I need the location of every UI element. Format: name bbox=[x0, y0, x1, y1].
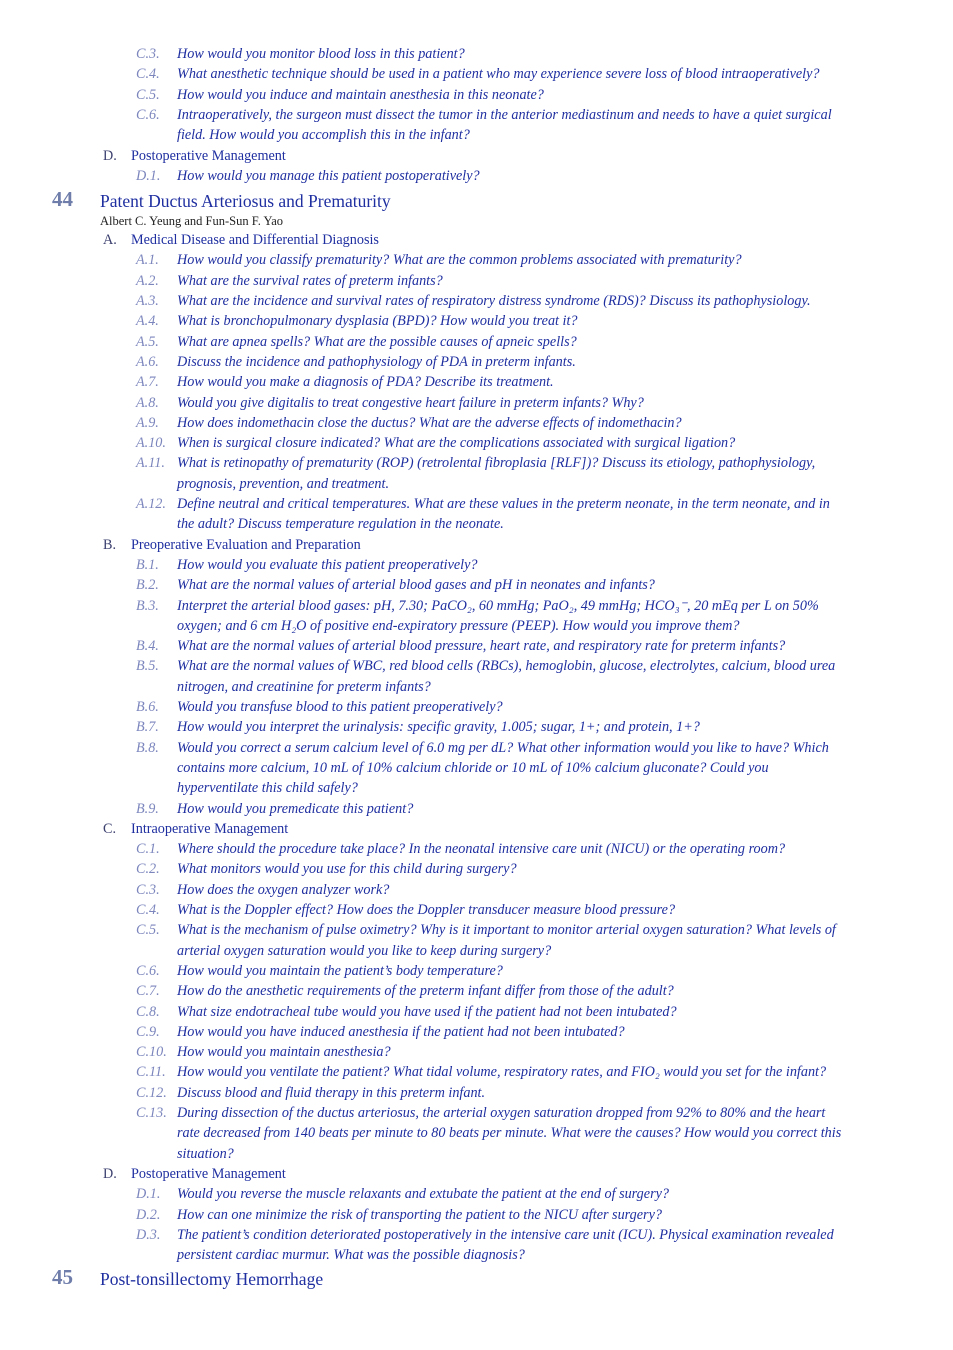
question-text: Would you reverse the muscle relaxants and extubate the patient at the end of surgery? bbox=[177, 1186, 669, 1203]
question-text: Where should the procedure take place? In the neonatal intensive care unit (NICU) or the operating room? bbox=[177, 841, 786, 858]
question-text: What are the normal values of arterial blood pressure, heart rate, and respiratory rate for preterm infants? bbox=[177, 638, 786, 655]
question-number: D.1. bbox=[136, 1186, 161, 1203]
question-text: Would you correct a serum calcium level of 6.0 mg per dL? What other information would you like to have? Which bbox=[177, 739, 829, 756]
question-number: C.3. bbox=[136, 881, 160, 898]
question-number: A.11. bbox=[136, 455, 165, 472]
section-title: Medical Disease and Differential Diagnosis bbox=[131, 232, 379, 249]
question-number: C.6. bbox=[136, 106, 160, 123]
section-title: Postoperative Management bbox=[131, 147, 286, 164]
question-text: How would you premedicate this patient? bbox=[177, 800, 414, 817]
question-number: C.2. bbox=[136, 861, 160, 878]
question-text: the adult? Discuss temperature regulation in the neonate. bbox=[177, 516, 504, 533]
question-number: C.5. bbox=[136, 86, 160, 103]
question-number: C.7. bbox=[136, 983, 160, 1000]
question-text: How would you monitor blood loss in this patient? bbox=[177, 46, 465, 62]
question-number: B.4. bbox=[136, 638, 159, 655]
question-number: A.8. bbox=[136, 394, 159, 411]
question-number: B.2. bbox=[136, 577, 159, 594]
section-letter: D. bbox=[103, 147, 117, 164]
question-number: A.9. bbox=[136, 414, 159, 431]
question-number: B.9. bbox=[136, 800, 159, 817]
section-letter: C. bbox=[103, 820, 117, 837]
question-number: A.2. bbox=[136, 272, 159, 289]
question-number: C.10. bbox=[136, 1044, 167, 1061]
question-number: B.7. bbox=[136, 719, 159, 736]
section-title: Intraoperative Management bbox=[131, 820, 289, 837]
question-text: What is bronchopulmonary dysplasia (BPD)? How would you treat it? bbox=[177, 313, 578, 330]
question-number: D.2. bbox=[136, 1206, 161, 1223]
chapter-number: 45 bbox=[52, 1265, 73, 1290]
question-number: C.5. bbox=[136, 922, 160, 939]
question-text: Would you give digitalis to treat congestive heart failure in preterm infants? Why? bbox=[177, 394, 644, 411]
question-text: What monitors would you use for this child during surgery? bbox=[177, 861, 517, 878]
question-number: B.1. bbox=[136, 556, 159, 573]
question-text: Define neutral and critical temperatures. What are these values in the preterm neonate, in the term neonate, and in bbox=[177, 496, 830, 512]
question-text: How would you ventilate the patient? What tidal volume, respiratory rates, and FIO₂ would you set for the infant? bbox=[177, 1064, 827, 1081]
question-number: D.1. bbox=[136, 167, 161, 184]
chapter-number: 44 bbox=[52, 187, 73, 212]
question-text: How do the anesthetic requirements of the preterm infant differ from those of the adult? bbox=[177, 983, 674, 1000]
question-text: How would you interpret the urinalysis: specific gravity, 1.005; sugar, 1+; and protein, 1+? bbox=[177, 719, 700, 736]
question-number: C.3. bbox=[136, 46, 160, 62]
section-title: Preoperative Evaluation and Preparation bbox=[131, 536, 361, 553]
section-letter: D. bbox=[103, 1165, 117, 1182]
question-text: Discuss the incidence and pathophysiology of PDA in preterm infants. bbox=[177, 353, 576, 370]
question-number: C.1. bbox=[136, 841, 160, 858]
question-text: What is retinopathy of prematurity (ROP) (retrolental fibroplasia [RLF])? Discuss its etiology, pathophysiology, bbox=[177, 455, 816, 472]
question-text: How does indomethacin close the ductus? What are the adverse effects of indomethacin? bbox=[177, 414, 682, 431]
question-number: C.12. bbox=[136, 1084, 167, 1101]
question-number: C.9. bbox=[136, 1023, 160, 1040]
question-text: nitrogen, and creatinine for preterm infants? bbox=[177, 678, 431, 695]
question-text: What is the mechanism of pulse oximetry? Why is it important to monitor arterial oxygen saturation? What levels of bbox=[177, 922, 836, 939]
question-number: B.8. bbox=[136, 739, 159, 756]
section-title: Postoperative Management bbox=[131, 1165, 286, 1182]
question-text: What are the incidence and survival rates of respiratory distress syndrome (RDS)? Discuss its pathophysiology. bbox=[177, 293, 811, 309]
question-number: C.4. bbox=[136, 66, 160, 83]
question-number: A.10. bbox=[136, 435, 166, 452]
question-text: When is surgical closure indicated? What are the complications associated with surgical ligation? bbox=[177, 435, 736, 452]
question-number: A.3. bbox=[136, 293, 159, 309]
question-text: Interpret the arterial blood gases: pH, 7.30; PaCO₂, 60 mmHg; PaO₂, 49 mmHg; HCO₃⁻, 20 mEq per L on 50% bbox=[177, 597, 819, 614]
question-number: C.8. bbox=[136, 1003, 160, 1020]
question-text: How would you maintain anesthesia? bbox=[177, 1044, 391, 1061]
question-text: What are the normal values of WBC, red blood cells (RBCs), hemoglobin, glucose, electrolytes, calcium, blood urea bbox=[177, 658, 836, 675]
question-text: prognosis, prevention, and treatment. bbox=[177, 475, 390, 492]
question-number: A.4. bbox=[136, 313, 159, 330]
question-text: During dissection of the ductus arteriosus, the arterial oxygen saturation dropped from 92% to 80% and the heart bbox=[177, 1105, 826, 1121]
question-text: How would you maintain the patient’s body temperature? bbox=[177, 962, 503, 979]
question-text: What are the survival rates of preterm infants? bbox=[177, 272, 443, 289]
question-text: How would you evaluate this patient preoperatively? bbox=[177, 556, 478, 573]
question-number: C.4. bbox=[136, 902, 160, 918]
chapter-title: Patent Ductus Arteriosus and Prematurity bbox=[100, 191, 391, 212]
question-text: The patient’s condition deteriorated postoperatively in the intensive care unit (ICU). Physical examination revealed bbox=[177, 1226, 834, 1243]
question-text: What are apnea spells? What are the possible causes of apneic spells? bbox=[177, 333, 577, 350]
question-number: C.13. bbox=[136, 1105, 167, 1121]
question-text: How would you induce and maintain anesthesia in this neonate? bbox=[177, 86, 544, 103]
section-letter: A. bbox=[103, 232, 117, 249]
question-number: A.7. bbox=[136, 374, 159, 391]
question-number: B.5. bbox=[136, 658, 159, 675]
question-text: How would you have induced anesthesia if the patient had not been intubated? bbox=[177, 1023, 625, 1040]
question-text: contains more calcium, 10 mL of 10% calcium chloride or 10 mL of 10% calcium gluconate? Could you bbox=[177, 759, 769, 776]
question-text: How would you classify prematurity? What are the common problems associated with prematurity? bbox=[177, 252, 742, 269]
question-number: A.12. bbox=[136, 496, 166, 512]
question-text: How would you manage this patient postoperatively? bbox=[177, 167, 480, 184]
question-text: hyperventilate this child safely? bbox=[177, 780, 358, 797]
section-letter: B. bbox=[103, 536, 117, 553]
question-number: A.1. bbox=[136, 252, 159, 269]
question-text: Intraoperatively, the surgeon must dissect the tumor in the anterior mediastinum and needs to have a quiet surgical bbox=[177, 106, 832, 123]
question-text: What size endotracheal tube would you have used if the patient had not been intubated? bbox=[177, 1003, 677, 1020]
question-text: How would you make a diagnosis of PDA? Describe its treatment. bbox=[177, 374, 554, 391]
question-number: A.6. bbox=[136, 353, 159, 370]
question-text: What anesthetic technique should be used in a patient who may experience severe loss of blood intraoperatively? bbox=[177, 66, 820, 83]
chapter-authors: Albert C. Yeung and Fun-Sun F. Yao bbox=[100, 214, 284, 229]
question-text: field. How would you accomplish this in the infant? bbox=[177, 127, 470, 144]
question-text: situation? bbox=[177, 1145, 234, 1162]
question-text: What are the normal values of arterial blood gases and pH in neonates and infants? bbox=[177, 577, 655, 594]
question-text: oxygen; and 6 cm H₂O of positive end-expiratory pressure (PEEP). How would you improve them? bbox=[177, 617, 740, 634]
question-text: How does the oxygen analyzer work? bbox=[177, 881, 390, 898]
question-text: How can one minimize the risk of transporting the patient to the NICU after surgery? bbox=[177, 1206, 662, 1223]
question-text: Would you transfuse blood to this patient preoperatively? bbox=[177, 699, 503, 715]
question-number: C.6. bbox=[136, 962, 160, 979]
question-text: rate decreased from 140 beats per minute to 80 beats per minute. What were the causes? How would you correct this bbox=[177, 1125, 842, 1142]
question-text: persistent cardiac murmur. What was the possible diagnosis? bbox=[177, 1247, 525, 1264]
question-number: B.3. bbox=[136, 597, 159, 614]
question-text: arterial oxygen saturation would you like to keep during surgery? bbox=[177, 942, 552, 959]
chapter-title: Post-tonsillectomy Hemorrhage bbox=[100, 1269, 324, 1290]
question-number: C.11. bbox=[136, 1064, 166, 1081]
question-text: Discuss blood and fluid therapy in this preterm infant. bbox=[177, 1084, 486, 1101]
question-number: D.3. bbox=[136, 1226, 161, 1243]
question-number: B.6. bbox=[136, 699, 159, 715]
question-number: A.5. bbox=[136, 333, 159, 350]
question-text: What is the Doppler effect? How does the Doppler transducer measure blood pressure? bbox=[177, 902, 676, 918]
